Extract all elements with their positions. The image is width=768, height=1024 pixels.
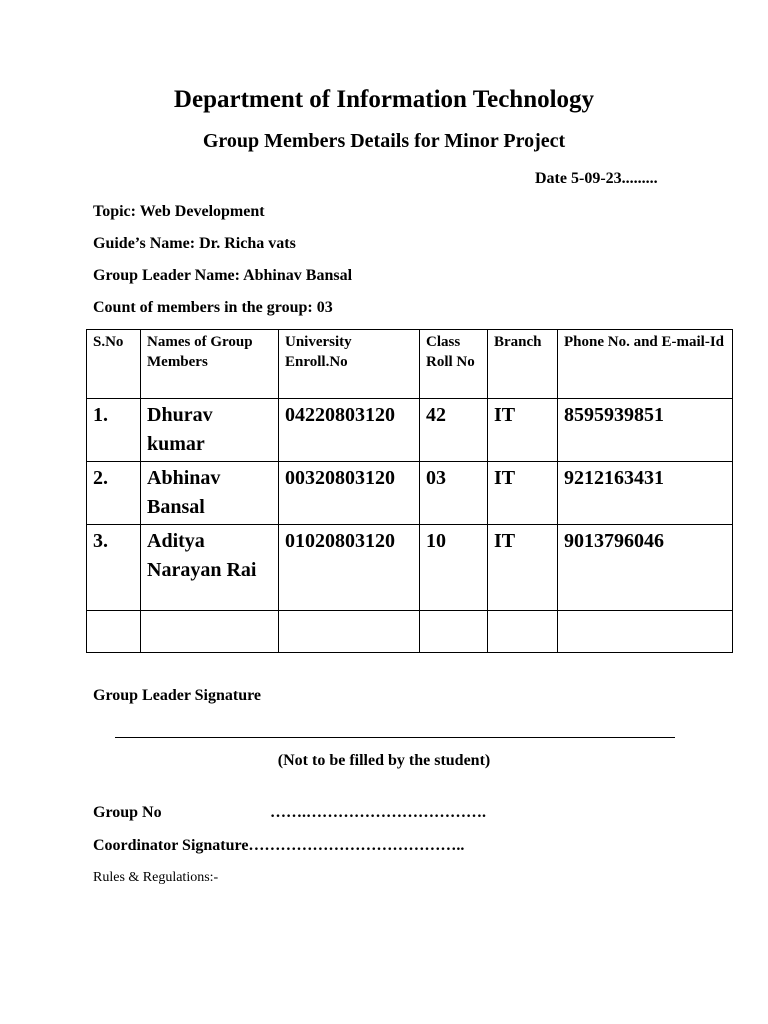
- table-row-empty: [87, 611, 733, 653]
- cell-name: [141, 611, 279, 653]
- cell-sno: 3.: [87, 525, 141, 611]
- cell-sno: 1.: [87, 399, 141, 462]
- page-title: Department of Information Technology: [173, 86, 595, 113]
- header-branch: Branch: [488, 330, 558, 399]
- rules-heading: Rules & Regulations:-: [93, 870, 219, 885]
- cell-roll: 03: [420, 462, 488, 525]
- coordinator-signature-line: Coordinator Signature…………………………………..: [93, 837, 465, 854]
- group-no-label: Group No: [93, 804, 162, 821]
- cell-enroll: 04220803120: [279, 399, 420, 462]
- cell-name: Abhinav Bansal: [141, 462, 279, 525]
- cell-enroll: [279, 611, 420, 653]
- office-use-note: (Not to be filled by the student): [277, 752, 491, 769]
- guide-name-line: Guide’s Name: Dr. Richa vats: [93, 235, 296, 252]
- cell-branch: [488, 611, 558, 653]
- cell-roll: [420, 611, 488, 653]
- cell-phone: 9212163431: [558, 462, 733, 525]
- table-row: [87, 525, 733, 611]
- topic-line: Topic: Web Development: [93, 203, 265, 220]
- cell-enroll: 00320803120: [279, 462, 420, 525]
- cell-phone: 9013796046: [558, 525, 733, 611]
- group-no-blank: …….…………………………….: [270, 804, 486, 821]
- header-enroll: University Enroll.No: [279, 330, 420, 399]
- cell-phone: [558, 611, 733, 653]
- cell-roll: 42: [420, 399, 488, 462]
- member-count-line: Count of members in the group: 03: [93, 299, 333, 316]
- group-leader-line: Group Leader Name: Abhinav Bansal: [93, 267, 353, 284]
- header-contact: Phone No. and E-mail-Id: [558, 330, 733, 399]
- header-sno: S.No: [87, 330, 141, 399]
- page-subtitle: Group Members Details for Minor Project: [202, 130, 566, 152]
- signature-divider: [115, 737, 675, 738]
- cell-enroll: 01020803120: [279, 525, 420, 611]
- cell-phone: 8595939851: [558, 399, 733, 462]
- cell-name: Dhurav kumar: [141, 399, 279, 462]
- cell-branch: IT: [488, 399, 558, 462]
- cell-branch: IT: [488, 462, 558, 525]
- cell-roll: 10: [420, 525, 488, 611]
- cell-sno: [87, 611, 141, 653]
- members-table: [86, 329, 733, 653]
- table-row: [87, 399, 733, 462]
- date-field: Date 5-09-23.........: [535, 170, 658, 187]
- header-names: Names of Group Members: [141, 330, 279, 399]
- cell-branch: IT: [488, 525, 558, 611]
- cell-sno: 2.: [87, 462, 141, 525]
- table-row: [87, 462, 733, 525]
- table-header-row: [87, 330, 733, 399]
- header-roll: Class Roll No: [420, 330, 488, 399]
- cell-name: Aditya Narayan Rai: [141, 525, 279, 611]
- group-leader-signature-label: Group Leader Signature: [93, 687, 262, 704]
